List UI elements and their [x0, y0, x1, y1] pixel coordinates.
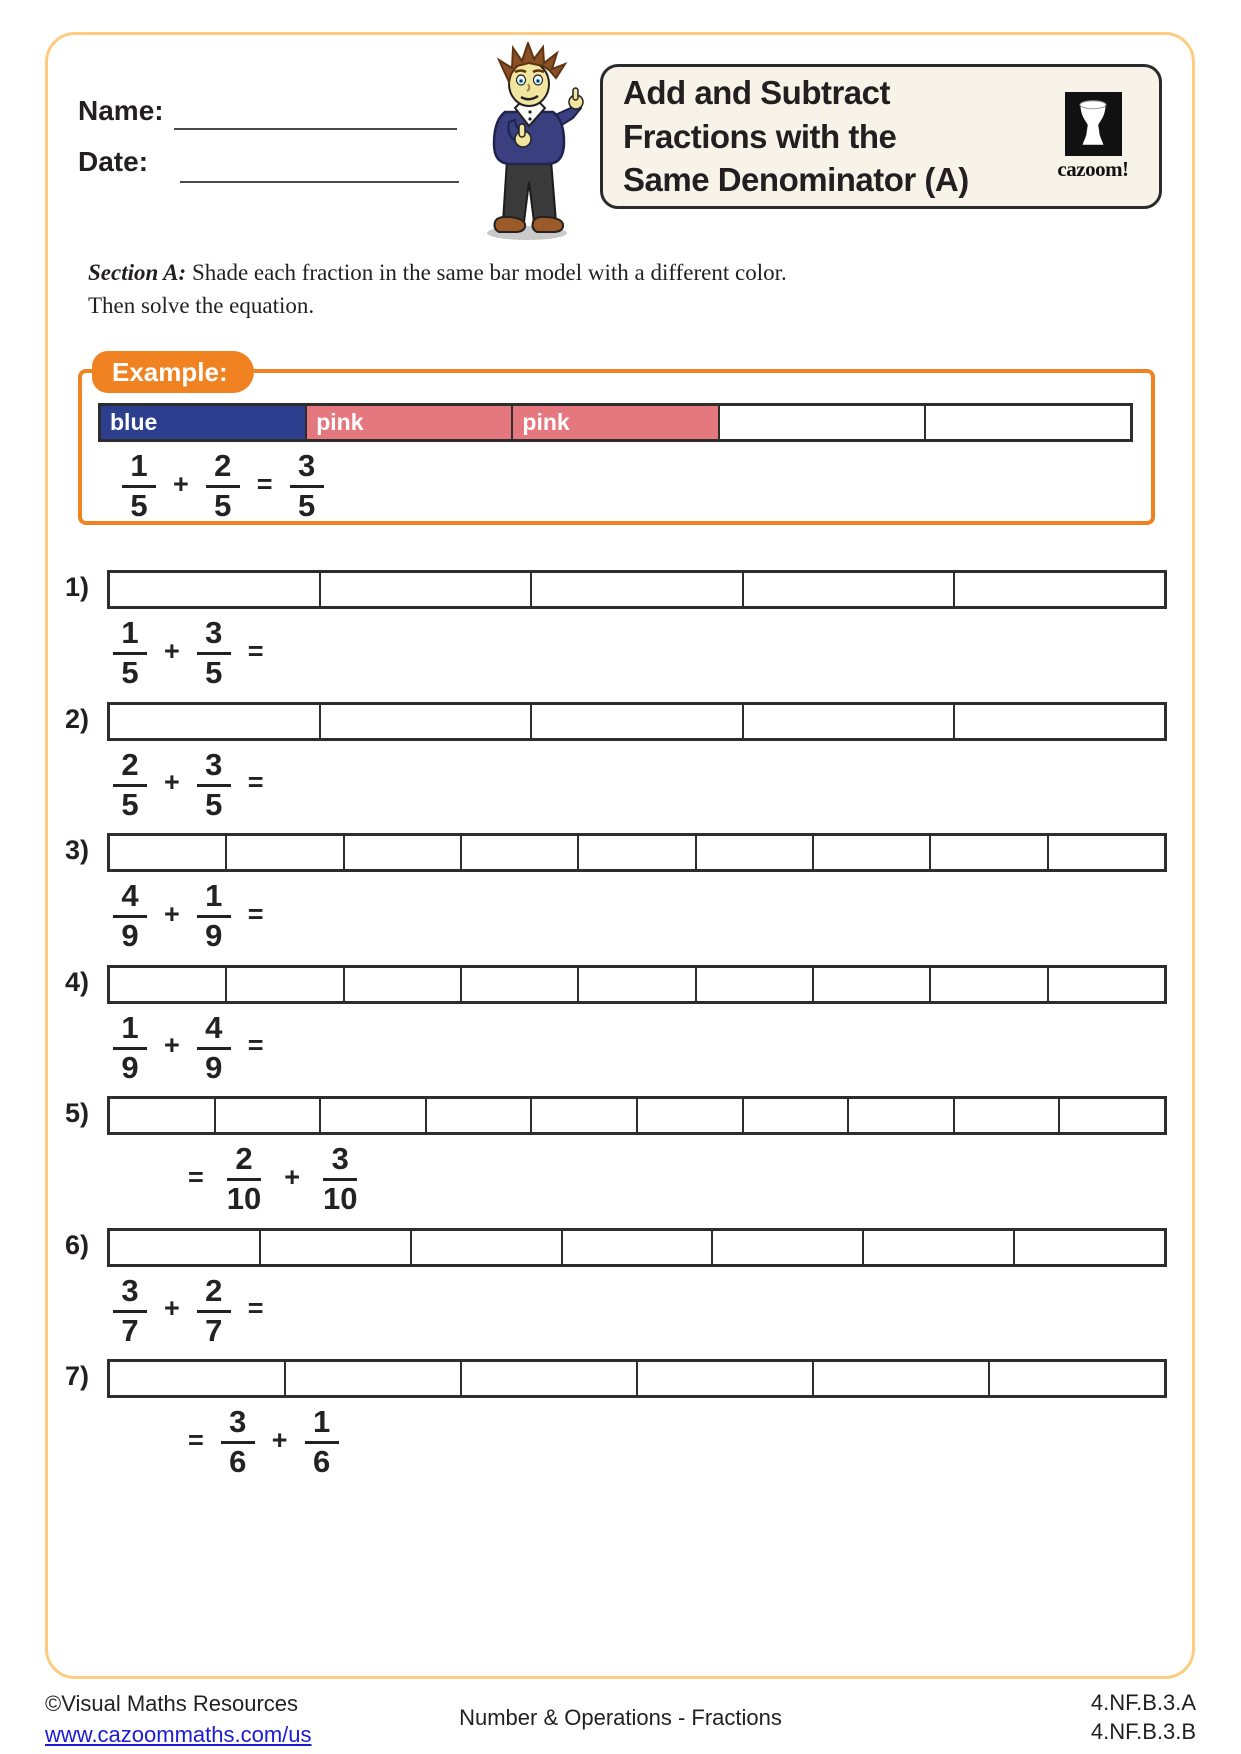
problem-equation [107, 878, 1167, 953]
numerator: 4 [197, 1012, 231, 1050]
plus-operator: + [173, 468, 189, 499]
title-line: Add and Subtract [623, 73, 891, 111]
fraction [206, 450, 240, 521]
denominator: 9 [121, 918, 139, 953]
cazoom-logo [1041, 92, 1145, 182]
problem-bar [107, 570, 1167, 609]
numerator: 2 [197, 1275, 231, 1313]
denominator: 10 [323, 1181, 358, 1216]
problem-bar [107, 1096, 1167, 1135]
bar-segment[interactable] [530, 705, 741, 738]
title-box [600, 64, 1162, 209]
fraction [113, 1272, 147, 1348]
bar-segment[interactable] [425, 1099, 531, 1132]
section-label: Section A: [88, 260, 187, 285]
bar-segment[interactable] [812, 1362, 988, 1395]
bar-segment[interactable] [695, 836, 812, 869]
bar-segment[interactable] [530, 573, 741, 606]
bar-segment[interactable] [929, 968, 1046, 1001]
website-link[interactable]: www.cazoommaths.com/us [45, 1722, 312, 1747]
bar-segment[interactable] [214, 1099, 320, 1132]
plus-operator: + [164, 1293, 180, 1323]
problem-number: 1) [65, 572, 90, 602]
equals-operator: = [256, 468, 273, 499]
bar-segment[interactable] [1047, 836, 1164, 869]
bar-segment[interactable] [110, 1231, 259, 1264]
date-label: Date: [78, 146, 149, 177]
fraction [305, 1406, 339, 1477]
numerator: 3 [197, 749, 231, 787]
bar-segment[interactable] [812, 968, 929, 1001]
bar-segment[interactable] [742, 573, 953, 606]
equals-operator: = [247, 767, 264, 797]
bar-segment[interactable] [577, 968, 694, 1001]
problem-number: 7) [65, 1361, 90, 1391]
denominator: 7 [205, 1312, 223, 1348]
problem-equation [165, 1404, 1167, 1479]
fraction [197, 746, 231, 822]
bar-segment[interactable] [110, 573, 319, 606]
numerator: 3 [221, 1406, 255, 1444]
problem [65, 562, 1167, 694]
fraction [221, 1406, 255, 1477]
fraction [113, 1009, 147, 1085]
example-equation [122, 448, 1135, 523]
example-tab: Example: [92, 351, 254, 393]
denominator: 9 [205, 1049, 223, 1085]
bar-segment[interactable] [742, 1099, 848, 1132]
denominator: 7 [121, 1312, 139, 1348]
numerator: 1 [305, 1406, 339, 1444]
numerator: 2 [227, 1143, 261, 1181]
numerator: 3 [290, 450, 324, 488]
bar-segment[interactable] [410, 1231, 561, 1264]
bar-segment[interactable] [1058, 1099, 1164, 1132]
fraction [122, 450, 156, 521]
numerator: 1 [113, 617, 147, 655]
bar-segment[interactable] [636, 1099, 742, 1132]
problem [65, 694, 1167, 826]
bar-segment[interactable] [460, 1362, 636, 1395]
fraction [197, 880, 231, 951]
problem [65, 957, 1167, 1089]
mascot-boy-illustration [468, 42, 590, 242]
plus-operator: + [284, 1161, 301, 1192]
example-bar-segment[interactable] [924, 406, 1130, 439]
problem-equation [107, 615, 1167, 690]
bar-segment[interactable] [742, 705, 953, 738]
denominator: 5 [205, 655, 223, 690]
bar-segment[interactable] [695, 968, 812, 1001]
bar-segment[interactable] [319, 573, 530, 606]
problem-bar [107, 1228, 1167, 1267]
bar-segment[interactable] [225, 836, 342, 869]
example-bar [98, 403, 1133, 442]
numerator: 1 [113, 1012, 147, 1050]
title-line: Same Denominator (A) [623, 161, 969, 199]
problem-number: 4) [65, 966, 90, 997]
equals-operator: = [247, 898, 264, 929]
denominator: 6 [229, 1444, 247, 1479]
drum-icon [1065, 92, 1122, 156]
bar-segment[interactable] [110, 1099, 214, 1132]
bar-segment[interactable] [110, 836, 225, 869]
denominator: 5 [130, 488, 148, 523]
standard-code: 4.NF.B.3.B [1090, 1719, 1196, 1745]
denominator: 5 [214, 488, 232, 523]
name-label: Name: [78, 95, 164, 126]
numerator: 3 [197, 617, 231, 655]
bar-segment[interactable] [636, 1362, 812, 1395]
instruction-text-line2: Then solve the equation. [88, 293, 315, 318]
bar-segment[interactable] [110, 968, 225, 1001]
bar-segment[interactable] [1047, 968, 1164, 1001]
fraction [113, 880, 147, 951]
fraction [113, 746, 147, 822]
bar-segment[interactable] [343, 836, 460, 869]
fraction [197, 1009, 231, 1085]
denominator: 9 [121, 1049, 139, 1085]
bar-segment[interactable] [711, 1231, 862, 1264]
equals-operator: = [188, 1424, 204, 1455]
problem-number: 3) [65, 835, 90, 865]
numerator: 3 [323, 1143, 357, 1181]
problem [65, 1351, 1167, 1483]
example-bar-segment[interactable]: pink [305, 406, 511, 439]
denominator: 5 [121, 786, 139, 822]
bar-segment[interactable] [284, 1362, 460, 1395]
bar-segment[interactable] [343, 968, 460, 1001]
bar-segment[interactable] [847, 1099, 953, 1132]
instruction-text: Shade each fraction in the same bar model with a different color. [186, 260, 787, 285]
bar-segment[interactable] [988, 1362, 1164, 1395]
numerator: 1 [122, 450, 156, 488]
bar-segment[interactable] [929, 836, 1046, 869]
fraction [113, 617, 147, 688]
bar-segment[interactable] [319, 1099, 425, 1132]
standard-code: 4.NF.B.3.A [1090, 1690, 1196, 1715]
bar-segment[interactable] [319, 705, 530, 738]
bar-segment[interactable] [110, 1362, 284, 1395]
logo-text: cazoom! [1057, 156, 1129, 181]
plus-operator: + [164, 767, 180, 797]
problem-bar [107, 1359, 1167, 1398]
denominator: 10 [226, 1181, 262, 1216]
example-bar-segment[interactable]: pink [511, 406, 717, 439]
numerator: 1 [197, 880, 231, 918]
footer-topic: Number & Operations - Fractions [459, 1705, 782, 1730]
bar-segment[interactable] [1013, 1231, 1164, 1264]
fraction [197, 617, 231, 688]
numerator: 2 [113, 749, 147, 787]
problem [65, 825, 1167, 957]
bar-segment[interactable] [577, 836, 694, 869]
problem-equation [165, 1141, 1167, 1216]
copyright-text: ©Visual Maths Resources [45, 1691, 299, 1716]
plus-operator: + [164, 898, 180, 929]
problem-bar [107, 965, 1167, 1004]
bar-segment[interactable] [812, 836, 929, 869]
problem-equation [107, 1272, 1167, 1348]
plus-operator: + [271, 1424, 288, 1455]
equals-operator: = [247, 635, 264, 666]
numerator: 4 [113, 880, 147, 918]
bar-segment[interactable] [953, 573, 1164, 606]
numerator: 2 [206, 450, 240, 488]
problem [65, 1088, 1167, 1220]
bar-segment[interactable] [561, 1231, 712, 1264]
denominator: 5 [205, 786, 223, 822]
problem-equation [107, 746, 1167, 822]
equals-operator: = [247, 1030, 264, 1060]
denominator: 5 [121, 655, 139, 690]
fraction [317, 1143, 363, 1214]
problems [65, 562, 1167, 1483]
fraction [221, 1143, 267, 1214]
equals-operator: = [247, 1293, 264, 1323]
bar-segment[interactable] [530, 1099, 636, 1132]
equals-operator: = [188, 1161, 204, 1192]
plus-operator: + [164, 635, 180, 666]
bar-segment[interactable] [225, 968, 342, 1001]
plus-operator: + [164, 1030, 180, 1060]
bar-segment[interactable] [110, 705, 319, 738]
bar-segment[interactable] [460, 836, 577, 869]
problem-number: 2) [65, 703, 90, 734]
footer-standards [1091, 1688, 1196, 1746]
example-bar-segment[interactable]: blue [101, 406, 305, 439]
denominator: 5 [297, 488, 316, 523]
problem [65, 1220, 1167, 1352]
title-line: Fractions with the [623, 117, 897, 155]
denominator: 6 [312, 1444, 331, 1479]
bar-segment[interactable] [953, 705, 1164, 738]
numerator: 3 [113, 1275, 147, 1313]
fraction [290, 450, 324, 521]
problem-number: 6) [65, 1229, 90, 1260]
problem-bar [107, 833, 1167, 872]
bar-segment[interactable] [259, 1231, 410, 1264]
bar-segment[interactable] [862, 1231, 1013, 1264]
bar-segment[interactable] [460, 968, 577, 1001]
example-box [78, 357, 1155, 525]
worksheet-title [623, 71, 1041, 203]
date-input-line[interactable] [180, 181, 459, 183]
problem-bar [107, 702, 1167, 741]
fraction [197, 1272, 231, 1348]
section-instructions [88, 260, 787, 286]
bar-segment[interactable] [953, 1099, 1059, 1132]
problem-equation [107, 1009, 1167, 1085]
denominator: 9 [205, 918, 223, 953]
example-bar-segment[interactable] [718, 406, 924, 439]
name-input-line[interactable] [174, 128, 457, 130]
problem-number: 5) [65, 1098, 90, 1128]
